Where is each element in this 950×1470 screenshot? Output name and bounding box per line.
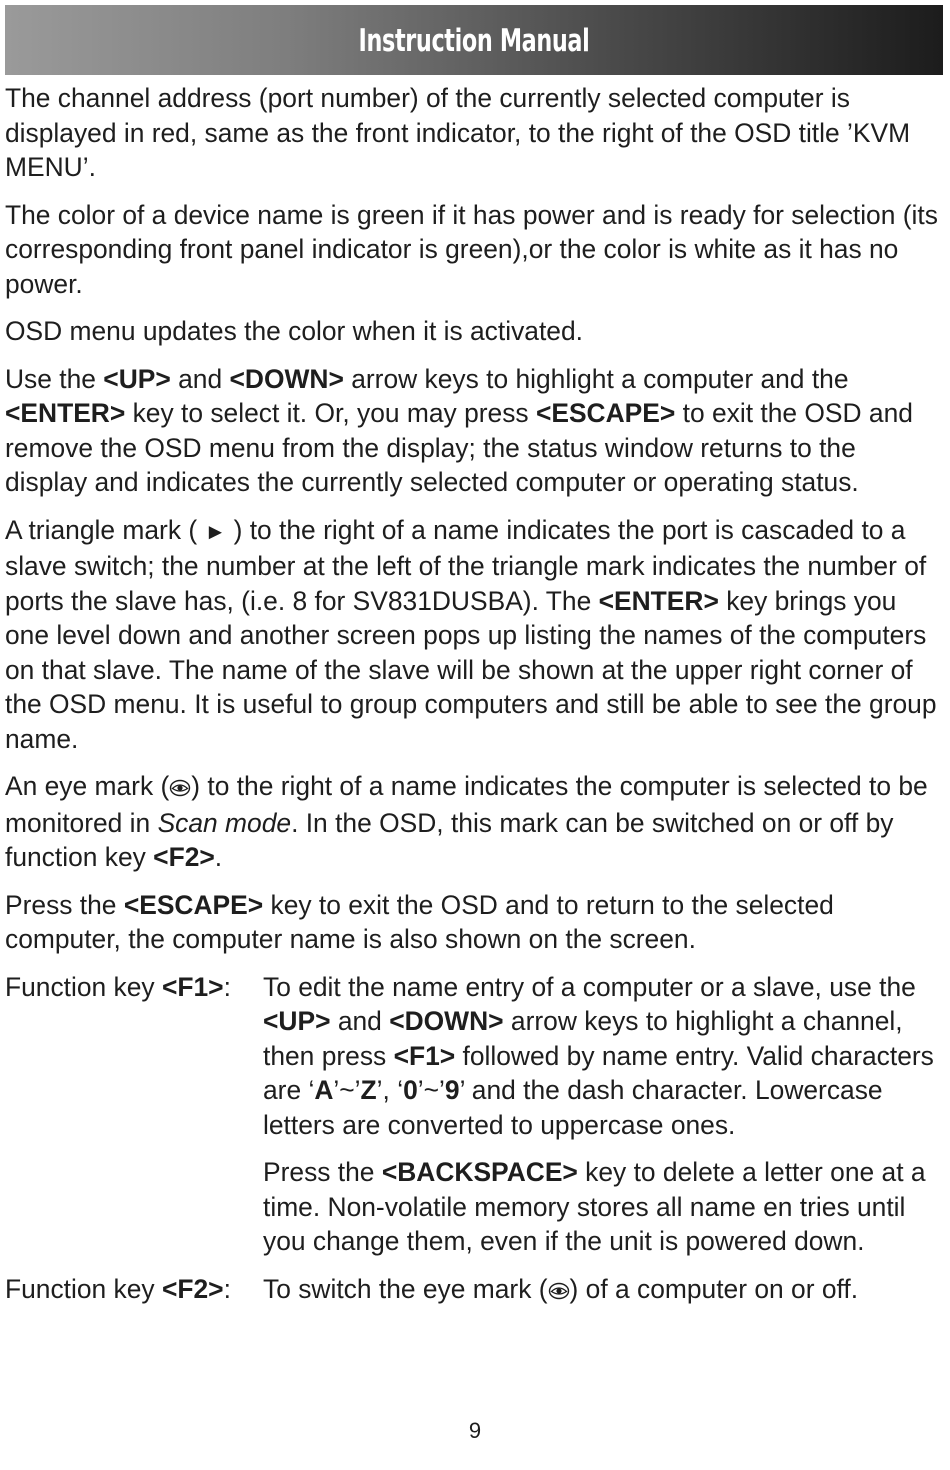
text: A triangle mark (: [5, 514, 205, 545]
char-0: 0: [403, 1075, 418, 1105]
char-a: A: [314, 1075, 334, 1105]
text: Function key: [5, 971, 162, 1002]
char-z: Z: [360, 1075, 377, 1105]
paragraph-navigation-keys: [5, 362, 943, 500]
key-f2: <F2>: [161, 1273, 224, 1304]
key-up: <UP>: [103, 363, 171, 394]
text: Function key: [5, 1273, 162, 1304]
text: arrow keys to highlight a channel, then press: [263, 1006, 903, 1071]
key-enter: <ENTER>: [598, 585, 719, 616]
scan-mode-term: Scan mode: [157, 807, 292, 838]
eye-icon: [548, 1274, 570, 1309]
text: To switch the eye mark (: [263, 1273, 548, 1304]
page-header-title: Instruction Manual: [358, 23, 590, 59]
key-enter: <ENTER>: [5, 398, 126, 428]
text: ’~’: [333, 1075, 361, 1105]
text: key to exit the OSD and to return to the selected computer, the computer name is also shown on the screen.: [5, 889, 834, 954]
key-down: <DOWN>: [389, 1006, 504, 1036]
key-escape: <ESCAPE>: [535, 398, 676, 428]
text: An eye mark (: [5, 771, 170, 801]
key-f1: <F1>: [161, 971, 224, 1002]
key-f1: <F1>: [393, 1040, 456, 1071]
char-9: 9: [444, 1075, 460, 1105]
text: to exit the OSD and remove the OSD menu from the display; the status window returns to the display and indicates the currently selected computer or operating status.: [5, 398, 913, 497]
function-key-f1-description: [263, 970, 943, 1259]
function-key-f2-row: [5, 1272, 943, 1309]
text: Press the: [263, 1157, 382, 1187]
text: ) of a computer on or off.: [569, 1273, 859, 1304]
f1-edit-name-paragraph: [263, 970, 943, 1143]
key-escape: <ESCAPE>: [123, 889, 264, 920]
f1-backspace-paragraph: [263, 1155, 943, 1259]
text: ) to the right of a name indicates the port is cascaded to a slave switch; the number at the left of the triangle mark indicates the number of ports the slave has, (i.e. 8 for SV831DUSBA). The: [5, 514, 927, 616]
text: arrow keys to highlight a computer and the: [343, 363, 849, 394]
text: key to select it. Or, you may press: [125, 398, 536, 428]
text: ) to the right of a name indicates the computer is selected to be monitored in: [5, 771, 928, 838]
text: Press the: [5, 889, 124, 920]
function-key-f1-label: [5, 970, 263, 1005]
text: ’, ‘: [376, 1075, 404, 1105]
paragraph-eye-mark: [5, 769, 943, 875]
key-f2: <F2>: [153, 842, 215, 872]
text: .: [214, 842, 223, 872]
eye-icon: [169, 771, 191, 806]
key-down: <DOWN>: [229, 363, 344, 394]
text: and: [170, 363, 230, 394]
text: Use the: [5, 363, 104, 394]
function-key-f1-row: [5, 970, 943, 1259]
text: key to delete a letter one at a time. Non-volatile memory stores all name en tries until you change them, even if the unit is powered down.: [263, 1157, 926, 1256]
text: key brings you one level down and another screen pops up listing the names of the computers on that slave. The name of the slave will be shown at the upper right corner of the OSD menu. It is useful to group computers and still be able to see the group name.: [5, 585, 937, 754]
function-key-f2-description: [263, 1272, 943, 1309]
key-up: <UP>: [263, 1006, 331, 1036]
text: . In the OSD, this mark can be switched on or off by function key: [5, 807, 894, 872]
paragraph-osd-update: OSD menu updates the color when it is activated.: [5, 316, 583, 346]
paragraph-triangle-mark: [5, 513, 943, 757]
f2-eye-mark-paragraph: [263, 1272, 943, 1309]
text: ’ and the dash character. Lowercase letters are converted to uppercase ones.: [263, 1075, 883, 1140]
paragraph-device-color: The color of a device name is green if it has power and is ready for selection (its corresponding front panel indicator is green),or the color is white as it has no power.: [5, 199, 938, 299]
text: :: [223, 1273, 231, 1304]
paragraph-escape-key: [5, 888, 943, 957]
key-backspace: <BACKSPACE>: [381, 1157, 578, 1187]
text: To edit the name entry of a computer or a slave, use the: [263, 971, 916, 1002]
manual-body: [5, 81, 943, 1321]
text: and: [330, 1006, 390, 1036]
text: ’~’: [417, 1075, 445, 1105]
page-number: 9: [468, 1418, 482, 1443]
function-key-f2-label: [5, 1272, 263, 1307]
triangle-right-icon: ►: [204, 518, 227, 544]
text: :: [223, 971, 231, 1002]
text: followed by name entry. Valid characters are ‘: [263, 1040, 934, 1105]
paragraph-channel-address: The channel address (port number) of the currently selected computer is displayed in red, same as the front indicator, to the right of the OSD title ’KVM MENU’.: [5, 83, 911, 182]
header-bar: [5, 5, 943, 75]
